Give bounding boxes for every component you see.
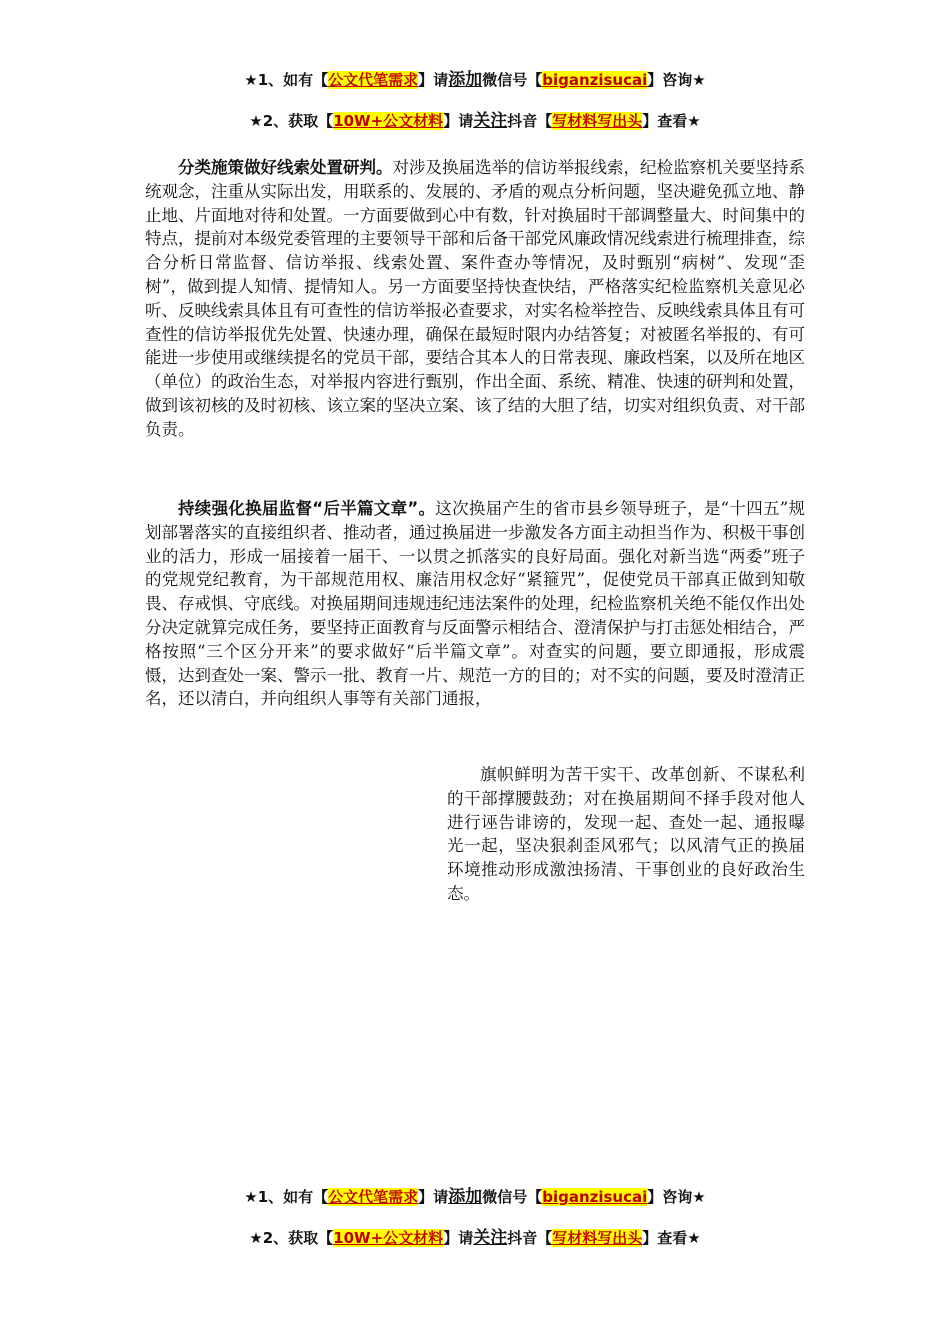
banner-text: 】查看★ <box>642 112 701 130</box>
paragraph-body: 对涉及换届选举的信访举报线索，纪检监察机关要坚持系统观念，注重从实际出发，用联系的、发展的、矛盾的观点分析问题，坚决避免孤立地、静止地、片面地对待和处置。一方面要做到心中有数，针对换届时干部调整量大、时间集中的特点，提前对本级党委管理的主要领导干部和后备干部党风廉政情况线索进行梳理排查，综合分析日常监督、信访举报、线索处置、案件查办等情况，及时甄别“病树”、发现“歪树”，做到提人知情、提情知人。另一方面要坚持快查快结，严格落实纪检监察机关意见必听、反映线索具体且有可查性的信访举报必查要求，对实名检举控告、反映线索具体且有可查性的信访举报优先处置、快速办理，确保在最短时限内办结答复；对被匿名举报的、有可能进一步使用或继续提名的党员干部，要结合其本人的日常表现、廉政档案，以及所在地区（单位）的政治生态，对举报内容进行甄别，作出全面、系统、精准、快速的研判和处置，做到该初核的及时初核、该立案的坚决立案、该了结的大胆了结，切实对组织负责、对干部负责。 <box>145 158 805 439</box>
promo-banner-top-line1 <box>0 70 950 90</box>
banner-text: 抖音【 <box>507 112 553 130</box>
body-paragraph-3 <box>447 763 805 906</box>
banner-text: 】请 <box>443 1229 474 1247</box>
paragraph-heading: 持续强化换届监督“后半篇文章”。 <box>178 499 436 518</box>
highlight-text: 公文代笔需求 <box>328 1188 419 1206</box>
highlight-text: 10W+公文材料 <box>333 112 444 130</box>
banner-text: 】咨询★ <box>647 1188 706 1206</box>
paragraph-heading: 分类施策做好线索处置研判。 <box>178 158 393 177</box>
banner-text: ★1、如有【 <box>244 71 329 89</box>
highlight-text: 写材料写出头 <box>552 1229 643 1247</box>
paragraph-body: 旗帜鲜明为苦干实干、改革创新、不谋私利的干部撑腰鼓劲；对在换届期间不择手段对他人进行诬告诽谤的，发现一起、查处一起、通报曝光一起，坚决狠刹歪风邪气；以风清气正的换届环境推动形成激浊扬清、干事创业的良好政治生态。 <box>447 765 805 903</box>
highlight-text: 10W+公文材料 <box>333 1229 444 1247</box>
highlight-text: biganzisucai <box>542 1188 648 1206</box>
banner-text: 抖音【 <box>507 1229 553 1247</box>
banner-text: ★2、获取【 <box>249 112 334 130</box>
banner-text: 微信号【 <box>482 71 543 89</box>
banner-text: 】咨询★ <box>647 71 706 89</box>
underline-text: 关注 <box>473 1228 508 1248</box>
banner-text: 微信号【 <box>482 1188 543 1206</box>
underline-text: 添加 <box>448 1187 483 1207</box>
highlight-text: 写材料写出头 <box>552 112 643 130</box>
promo-banner-top-line2 <box>0 111 950 131</box>
banner-text: ★2、获取【 <box>249 1229 334 1247</box>
body-paragraph-2 <box>145 497 805 711</box>
underline-text: 关注 <box>473 111 508 131</box>
body-paragraph-1 <box>145 156 805 442</box>
promo-banner-bottom-line2 <box>0 1228 950 1248</box>
promo-banner-bottom-line1 <box>0 1187 950 1207</box>
banner-text: 】请 <box>443 112 474 130</box>
paragraph-body: 这次换届产生的省市县乡领导班子，是“十四五”规划部署落实的直接组织者、推动者，通过换届进一步激发各方面主动担当作为、积极干事创业的活力，形成一届接着一届干、一以贯之抓落实的良好局面。强化对新当选“两委”班子的党规党纪教育，为干部规范用权、廉洁用权念好“紧箍咒”，促使党员干部真正做到知敬畏、存戒惧、守底线。对换届期间违规违纪违法案件的处理，纪检监察机关绝不能仅作出处分决定就算完成任务，要坚持正面教育与反面警示相结合、澄清保护与打击惩处相结合，严格按照“三个区分开来”的要求做好“后半篇文章”。对查实的问题，要立即通报，形成震慑，达到查处一案、警示一批、教育一片、规范一方的目的；对不实的问题，要及时澄清正名，还以清白，并向组织人事等有关部门通报， <box>145 499 805 709</box>
highlight-text: 公文代笔需求 <box>328 71 419 89</box>
highlight-text: biganzisucai <box>542 71 648 89</box>
banner-text: 】请 <box>418 1188 449 1206</box>
underline-text: 添加 <box>448 70 483 90</box>
banner-text: ★1、如有【 <box>244 1188 329 1206</box>
banner-text: 】查看★ <box>642 1229 701 1247</box>
banner-text: 】请 <box>418 71 449 89</box>
